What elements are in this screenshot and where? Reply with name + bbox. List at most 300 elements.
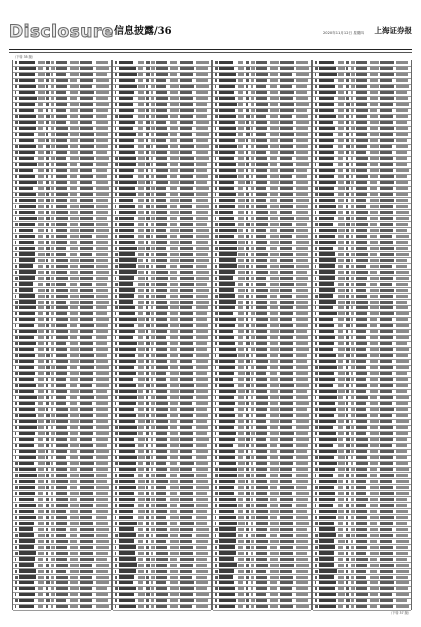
- table-cell: [338, 67, 345, 70]
- table-cell: [51, 414, 55, 417]
- table-cell: [356, 283, 366, 286]
- table-cell: [170, 223, 177, 226]
- table-cell: [119, 504, 134, 507]
- table-cell: [115, 510, 118, 513]
- table-cell: [180, 480, 193, 483]
- table-cell: [219, 456, 235, 459]
- table-cell: [238, 330, 244, 333]
- table-cell: [46, 593, 49, 596]
- table-cell: [380, 217, 393, 220]
- table-cell: [151, 318, 154, 321]
- table-cell: [219, 127, 236, 130]
- table-cell: [156, 522, 167, 525]
- table-cell: [315, 468, 318, 471]
- table-cell: [280, 223, 292, 226]
- table-cell: [146, 330, 148, 333]
- table-cell: [256, 169, 267, 172]
- table-cell: [80, 564, 92, 567]
- table-cell: [115, 587, 118, 590]
- table-cell: [180, 67, 194, 70]
- table-cell: [346, 378, 350, 381]
- table-cell: [56, 259, 68, 262]
- table-cell: [296, 157, 308, 160]
- table-cell: [151, 97, 154, 100]
- table-cell: [138, 336, 143, 339]
- table-cell: [51, 366, 55, 369]
- table-cell: [70, 97, 77, 100]
- table-cell: [146, 211, 149, 214]
- table-cell: [246, 534, 248, 537]
- table-cell: [56, 462, 67, 465]
- table-cell: [351, 336, 353, 339]
- table-cell: [270, 109, 279, 112]
- table-cell: [246, 289, 248, 292]
- table-cell: [251, 217, 254, 220]
- table-cell: [115, 581, 118, 584]
- table-cell: [315, 456, 318, 459]
- table-cell: [115, 301, 118, 304]
- table-cell: [338, 295, 345, 298]
- table-cell: [146, 79, 149, 82]
- table-cell: [219, 73, 236, 76]
- table-cell: [338, 229, 345, 232]
- table-cell: [146, 223, 148, 226]
- table-cell: [346, 115, 349, 118]
- table-cell: [270, 193, 278, 196]
- table-cell: [119, 306, 135, 309]
- table-cell: [256, 283, 266, 286]
- table-cell: [256, 570, 266, 573]
- table-cell: [156, 139, 166, 142]
- table-cell: [219, 354, 237, 357]
- table-cell: [270, 295, 277, 298]
- table-cell: [370, 426, 378, 429]
- table-cell: [251, 306, 253, 309]
- table-cell: [380, 259, 394, 262]
- table-cell: [196, 504, 208, 507]
- table-cell: [156, 408, 168, 411]
- table-cell: [280, 522, 293, 525]
- table-cell: [380, 229, 393, 232]
- table-cell: [296, 85, 307, 88]
- table-cell: [380, 175, 394, 178]
- table-cell: [156, 151, 167, 154]
- table-cell: [270, 552, 279, 555]
- table-cell: [396, 127, 408, 130]
- table-cell: [146, 324, 150, 327]
- table-cell: [196, 576, 207, 579]
- table-cell: [138, 175, 144, 178]
- table-cell: [15, 348, 18, 351]
- table-cell: [370, 605, 377, 608]
- table-cell: [238, 289, 245, 292]
- table-cell: [146, 486, 148, 489]
- table-cell: [219, 486, 234, 489]
- table-cell: [46, 217, 50, 220]
- table-cell: [80, 109, 93, 112]
- table-cell: [280, 283, 294, 286]
- table-cell: [170, 241, 179, 244]
- table-cell: [115, 115, 118, 118]
- table-cell: [138, 450, 144, 453]
- table-cell: [146, 229, 150, 232]
- table-cell: [96, 265, 108, 268]
- table-cell: [170, 229, 179, 232]
- table-cell: [370, 384, 378, 387]
- table-cell: [119, 330, 135, 333]
- table-cell: [338, 581, 344, 584]
- table-cell: [56, 444, 68, 447]
- table-cell: [270, 432, 279, 435]
- table-cell: [80, 211, 93, 214]
- table-cell: [46, 235, 49, 238]
- table-cell: [380, 79, 392, 82]
- table-cell: [256, 605, 268, 608]
- table-cell: [96, 426, 109, 429]
- table-cell: [115, 85, 117, 88]
- table-cell: [280, 528, 293, 531]
- table-cell: [351, 253, 355, 256]
- table-cell: [15, 480, 18, 483]
- table-cell: [51, 97, 54, 100]
- table-cell: [170, 414, 178, 417]
- table-cell: [315, 151, 318, 154]
- table-cell: [319, 402, 335, 405]
- table-cell: [280, 426, 292, 429]
- table-cell: [180, 396, 193, 399]
- table-cell: [170, 271, 177, 274]
- table-cell: [70, 241, 77, 244]
- table-cell: [319, 390, 337, 393]
- table-cell: [270, 330, 279, 333]
- table-cell: [138, 247, 145, 250]
- table-cell: [356, 342, 367, 345]
- table-cell: [38, 432, 45, 435]
- table-cell: [151, 408, 154, 411]
- table-cell: [380, 193, 393, 196]
- table-cell: [319, 527, 335, 530]
- table-cell: [96, 474, 107, 477]
- table-cell: [38, 133, 45, 136]
- table-cell: [319, 342, 334, 345]
- table-cell: [280, 468, 292, 471]
- table-cell: [280, 295, 292, 298]
- table-cell: [196, 354, 209, 357]
- table-cell: [38, 414, 44, 417]
- table-cell: [396, 599, 407, 602]
- table-cell: [346, 599, 350, 602]
- table-cell: [319, 468, 335, 471]
- table-cell: [238, 295, 244, 298]
- table-cell: [251, 193, 253, 196]
- table-cell: [280, 599, 292, 602]
- table-cell: [15, 576, 18, 579]
- table-cell: [270, 360, 278, 363]
- table-cell: [256, 312, 267, 315]
- table-cell: [280, 169, 294, 172]
- table-cell: [151, 420, 154, 423]
- table-cell: [46, 462, 50, 465]
- table-cell: [146, 139, 148, 142]
- table-cell: [46, 169, 49, 172]
- table-cell: [56, 402, 66, 405]
- table-cell: [370, 414, 378, 417]
- table-cell: [15, 145, 18, 148]
- table-cell: [215, 581, 217, 584]
- table-cell: [180, 312, 193, 315]
- table-cell: [96, 438, 108, 441]
- table-cell: [180, 450, 192, 453]
- table-cell: [251, 414, 253, 417]
- table-cell: [46, 480, 48, 483]
- table-cell: [246, 552, 248, 555]
- table-cell: [319, 85, 335, 88]
- table-cell: [119, 169, 134, 172]
- table-cell: [96, 247, 108, 250]
- table-cell: [238, 187, 243, 190]
- table-cell: [280, 330, 294, 333]
- table-cell: [146, 587, 150, 590]
- table-cell: [251, 151, 255, 154]
- table-cell: [96, 277, 108, 280]
- table-cell: [256, 193, 267, 196]
- table-cell: [370, 498, 378, 501]
- table-cell: [56, 498, 68, 501]
- table-cell: [319, 492, 335, 495]
- table-cell: [180, 324, 193, 327]
- table-cell: [119, 163, 136, 166]
- table-cell: [70, 474, 79, 477]
- table-cell: [346, 199, 348, 202]
- table-cell: [251, 121, 254, 124]
- table-cell: [380, 564, 394, 567]
- table-cell: [96, 528, 109, 531]
- table-cell: [151, 498, 155, 501]
- table-cell: [370, 330, 378, 333]
- table-cell: [246, 253, 248, 256]
- table-cell: [280, 265, 294, 268]
- table-cell: [356, 109, 368, 112]
- table-cell: [38, 229, 44, 232]
- table-cell: [56, 139, 67, 142]
- table-cell: [238, 229, 243, 232]
- table-cell: [370, 486, 379, 489]
- table-cell: [296, 79, 308, 82]
- table-cell: [51, 462, 53, 465]
- table-cell: [151, 576, 155, 579]
- table-cell: [219, 324, 235, 327]
- table-cell: [138, 103, 144, 106]
- table-cell: [296, 336, 308, 339]
- table-cell: [156, 480, 168, 483]
- table-cell: [380, 205, 393, 208]
- table-cell: [196, 372, 207, 375]
- table-cell: [51, 247, 54, 250]
- table-cell: [115, 438, 117, 441]
- table-cell: [115, 492, 118, 495]
- table-cell: [256, 139, 267, 142]
- table-cell: [38, 253, 45, 256]
- table-cell: [238, 271, 245, 274]
- table-cell: [180, 259, 194, 262]
- table-cell: [156, 384, 167, 387]
- table-cell: [15, 396, 17, 399]
- table-cell: [38, 336, 44, 339]
- table-cell: [356, 426, 367, 429]
- table-cell: [280, 133, 294, 136]
- table-cell: [46, 402, 49, 405]
- table-cell: [115, 289, 117, 292]
- table-cell: [15, 498, 17, 501]
- table-cell: [19, 252, 35, 255]
- table-cell: [270, 163, 277, 166]
- table-cell: [96, 360, 108, 363]
- table-cell: [238, 522, 245, 525]
- table-cell: [19, 605, 34, 608]
- table-cell: [146, 456, 150, 459]
- table-cell: [151, 330, 155, 333]
- table-cell: [380, 85, 394, 88]
- table-cell: [96, 570, 108, 573]
- table-cell: [370, 581, 378, 584]
- table-cell: [270, 324, 279, 327]
- table-cell: [356, 199, 366, 202]
- table-cell: [80, 420, 93, 423]
- table-cell: [119, 366, 134, 369]
- table-cell: [296, 581, 308, 584]
- table-cell: [38, 498, 43, 501]
- table-cell: [51, 109, 53, 112]
- table-cell: [315, 408, 318, 411]
- table-cell: [356, 318, 367, 321]
- table-cell: [38, 504, 43, 507]
- table-cell: [115, 253, 118, 256]
- table-cell: [280, 241, 292, 244]
- table-cell: [156, 318, 167, 321]
- table-cell: [156, 85, 166, 88]
- table-cell: [115, 558, 118, 561]
- table-cell: [196, 324, 208, 327]
- table-cell: [338, 85, 343, 88]
- table-cell: [46, 558, 48, 561]
- table-cell: [346, 420, 349, 423]
- table-cell: [315, 97, 317, 100]
- table-cell: [251, 301, 253, 304]
- table-cell: [296, 229, 308, 232]
- table-cell: [115, 175, 118, 178]
- table-cell: [315, 205, 317, 208]
- table-cell: [51, 151, 53, 154]
- table-cell: [351, 605, 354, 608]
- table-cell: [296, 408, 307, 411]
- table-cell: [238, 205, 245, 208]
- table-cell: [70, 199, 77, 202]
- table-cell: [180, 456, 192, 459]
- table-cell: [219, 402, 235, 405]
- table-cell: [338, 163, 343, 166]
- table-cell: [370, 564, 379, 567]
- table-cell: [346, 318, 350, 321]
- table-cell: [15, 169, 18, 172]
- table-cell: [56, 133, 68, 136]
- table-cell: [46, 426, 48, 429]
- table-cell: [280, 103, 294, 106]
- table-cell: [238, 199, 245, 202]
- table-cell: [351, 312, 354, 315]
- table-cell: [219, 384, 234, 387]
- table-cell: [56, 414, 68, 417]
- table-cell: [119, 516, 133, 519]
- table-cell: [315, 558, 318, 561]
- table-cell: [338, 593, 345, 596]
- table-cell: [256, 438, 266, 441]
- table-cell: [315, 199, 317, 202]
- table-cell: [270, 593, 278, 596]
- table-cell: [56, 85, 67, 88]
- table-cell: [80, 468, 93, 471]
- table-cell: [319, 169, 335, 172]
- table-column: [212, 60, 312, 610]
- table-cell: [356, 420, 367, 423]
- table-cell: [370, 127, 378, 130]
- table-cell: [180, 378, 193, 381]
- table-cell: [280, 259, 293, 262]
- table-cell: [170, 211, 179, 214]
- table-cell: [338, 468, 345, 471]
- table-cell: [180, 79, 192, 82]
- table-cell: [238, 342, 243, 345]
- table-cell: [180, 474, 194, 477]
- table-cell: [396, 235, 409, 238]
- table-cell: [38, 456, 45, 459]
- table-cell: [315, 342, 318, 345]
- table-cell: [19, 241, 34, 244]
- table-cell: [219, 163, 236, 166]
- table-cell: [315, 528, 317, 531]
- table-cell: [296, 97, 308, 100]
- table-cell: [96, 115, 107, 118]
- table-cell: [146, 61, 150, 64]
- table-cell: [170, 133, 177, 136]
- table-cell: [351, 581, 354, 584]
- table-cell: [138, 241, 144, 244]
- table-cell: [396, 354, 408, 357]
- table-cell: [296, 139, 308, 142]
- table-cell: [138, 552, 144, 555]
- table-cell: [119, 599, 135, 602]
- table-cell: [319, 312, 337, 315]
- table-cell: [296, 283, 307, 286]
- table-cell: [15, 175, 18, 178]
- table-cell: [138, 169, 144, 172]
- table-cell: [19, 115, 36, 118]
- table-cell: [196, 145, 209, 148]
- table-cell: [80, 283, 92, 286]
- table-cell: [15, 163, 18, 166]
- table-cell: [56, 420, 68, 423]
- table-cell: [215, 223, 218, 226]
- table-cell: [338, 259, 344, 262]
- table-cell: [256, 366, 267, 369]
- table-cell: [80, 295, 94, 298]
- table-cell: [119, 97, 133, 100]
- table-cell: [351, 169, 355, 172]
- table-cell: [138, 492, 144, 495]
- table-cell: [19, 504, 36, 507]
- table-cell: [146, 414, 149, 417]
- table-cell: [346, 73, 350, 76]
- table-cell: [315, 605, 318, 608]
